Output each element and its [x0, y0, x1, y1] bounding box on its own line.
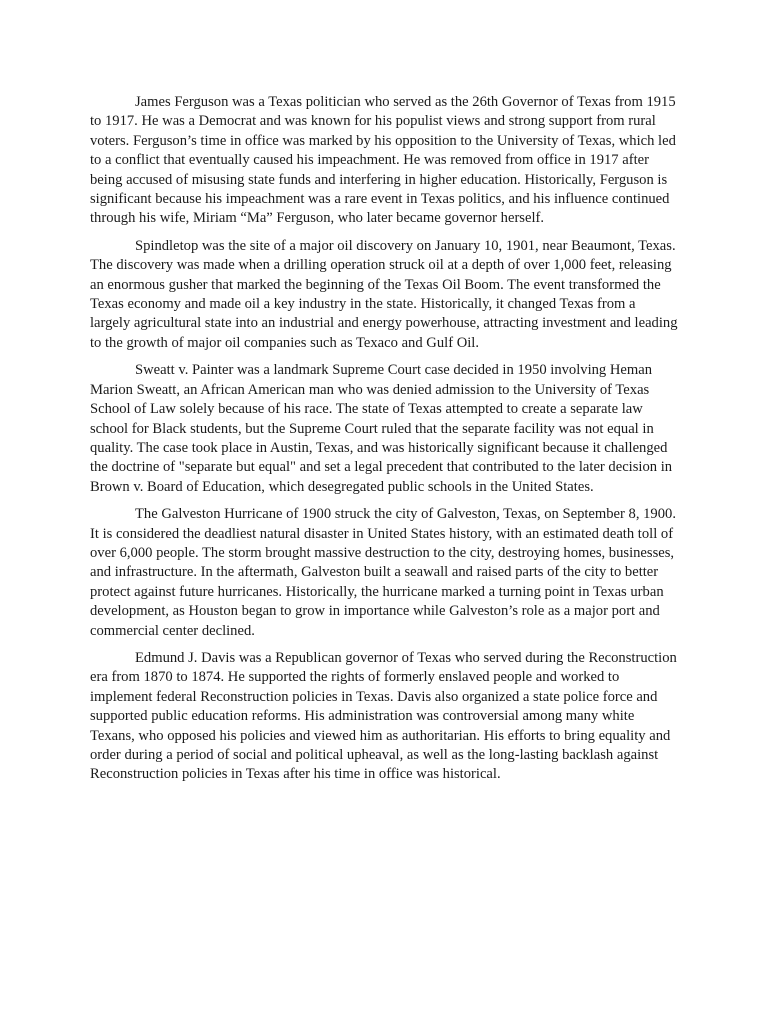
- paragraph-sweatt-v-painter: Sweatt v. Painter was a landmark Supreme Court case decided in 1950 involving Heman Marion Sweatt, an African American man who was denied admission to the University of Texas School of Law solely because of his race. The state of Texas attempted to create a separate law school for Black students, but the Supreme Court ruled that the separate facility was not equal in quality. The case took place in Austin, Texas, and was historically significant because it challenged the doctrine of "separate but equal" and set a legal precedent that contributed to the later decision in Brown v. Board of Education, which desegregated public schools in the United States.: [90, 362, 673, 495]
- paragraph-spindletop: Spindletop was the site of a major oil discovery on January 10, 1901, near Beaumont, Texas. The discovery was made when a drilling operation struck oil at a depth of over 1,000 feet, releasing an enormous gusher that marked the beginning of the Texas Oil Boom. The event transformed the Texas economy and made oil a key industry in the state. Historically, it changed Texas from a largely agricultural state into an industrial and energy powerhouse, attracting investment and leading to the growth of major oil companies such as Texaco and Gulf Oil.: [90, 237, 678, 351]
- paragraph-edmund-j-davis: Edmund J. Davis was a Republican governor of Texas who served during the Reconstruction era from 1870 to 1874. He supported the rights of formerly enslaved people and worked to implement federal Reconstruction policies in Texas. Davis also organized a state police force and supported public education reforms. His administration was controversial among many white Texans, who opposed his policies and viewed him as authoritarian. His efforts to bring equality and order during a period of social and political upheaval, as well as the long-lasting backlash against Reconstruction policies in Texas after his time in office was historical.: [90, 649, 677, 783]
- paragraph-galveston-hurricane: The Galveston Hurricane of 1900 struck the city of Galveston, Texas, on September 8, 1900. It is considered the deadliest natural disaster in United States history, with an estimated death toll of over 6,000 people. The storm brought massive destruction to the city, destroying homes, businesses, and infrastructure. In the aftermath, Galveston built a seawall and raised parts of the city to better protect against future hurricanes. Historically, the hurricane marked a turning point in Texas urban development, as Houston began to grow in importance while Galveston’s role as a major port and commercial center declined.: [90, 506, 676, 639]
- paragraph-james-ferguson: James Ferguson was a Texas politician who served as the 26th Governor of Texas from 1915 to 1917. He was a Democrat and was known for his populist views and strong support from rural voters. Ferguson’s time in office was marked by his opposition to the University of Texas, which led to a conflict that eventually caused his impeachment. He was removed from office in 1917 after being accused of misusing state funds and interfering in higher education. Historically, Ferguson is significant because his impeachment was a rare event in Texas politics, and his influence continued through his wife, Miriam “Ma” Ferguson, who later became governor herself.: [90, 94, 676, 227]
- document-body: [90, 93, 678, 793]
